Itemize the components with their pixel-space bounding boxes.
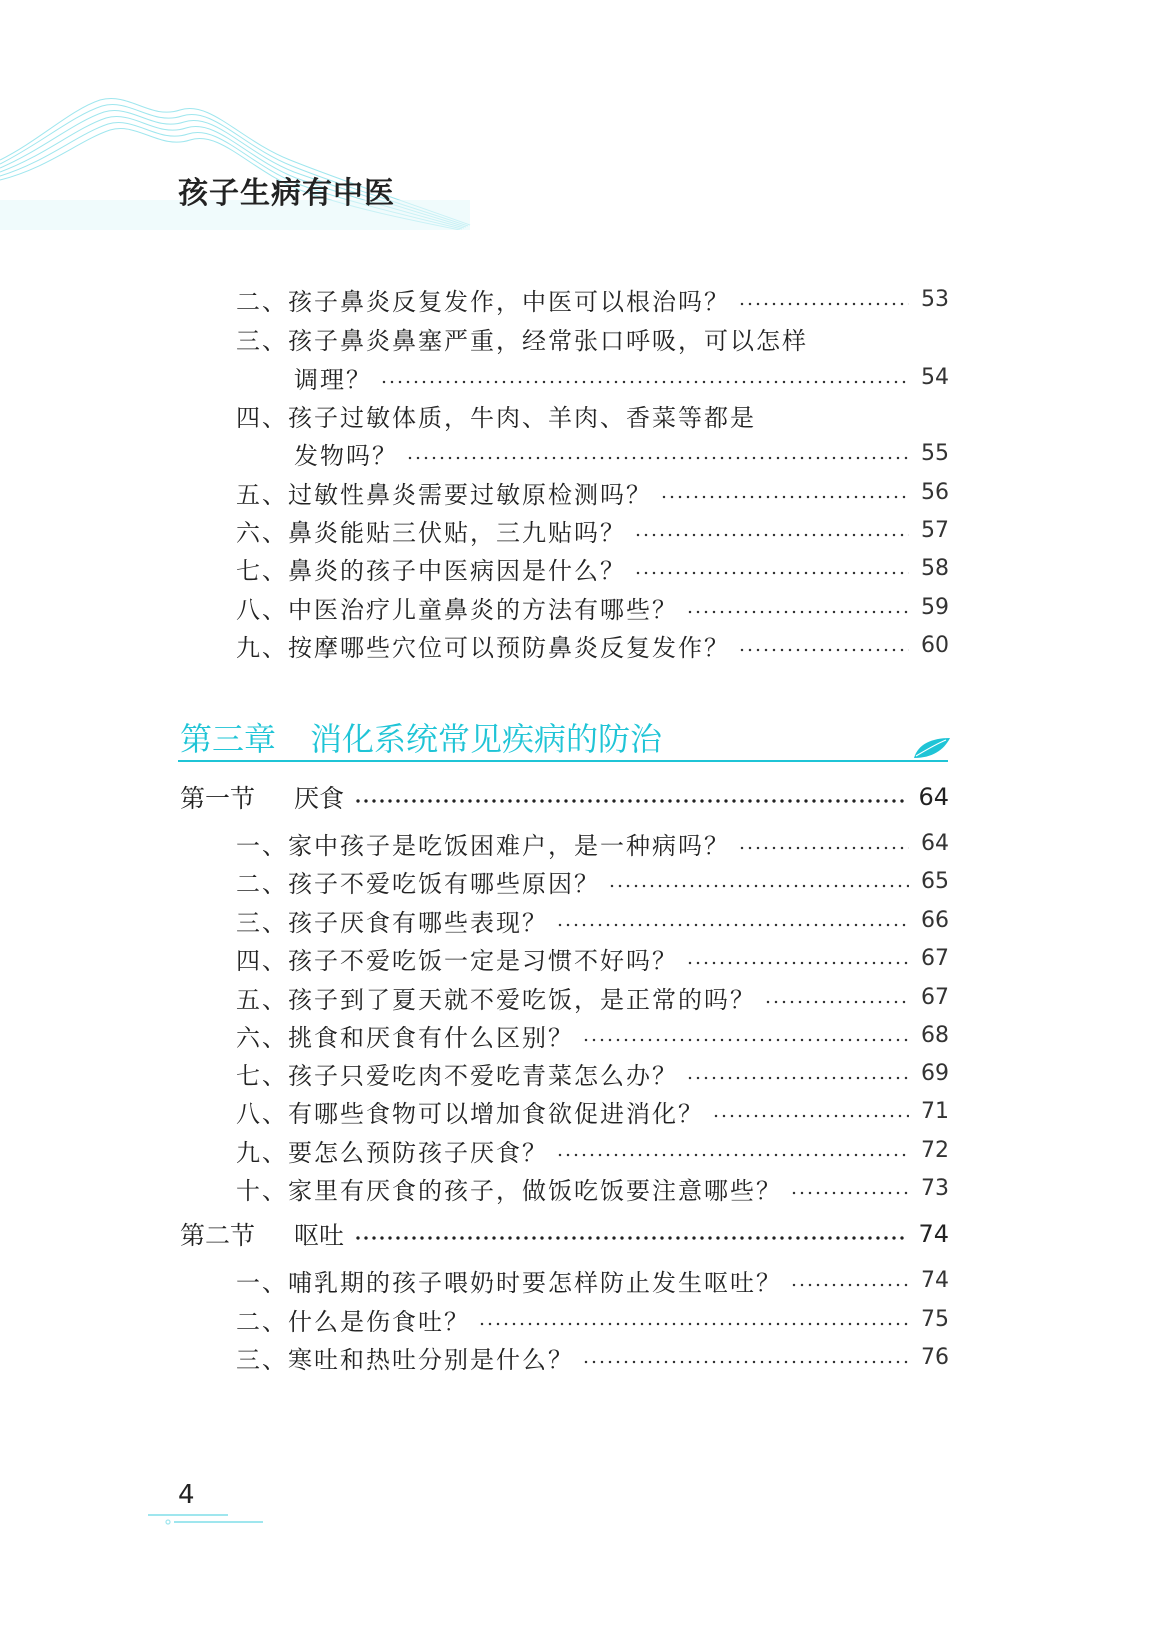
toc-leader-dots	[686, 960, 909, 966]
toc-item[interactable]	[236, 900, 949, 940]
toc-leader-dots	[712, 1113, 909, 1119]
toc-leader-dots	[634, 570, 909, 576]
toc-item-line2[interactable]	[294, 357, 949, 397]
toc-item-line1[interactable]	[236, 318, 808, 358]
toc-item[interactable]	[236, 587, 949, 627]
toc-item-title-cont: 调理？	[294, 365, 372, 394]
toc-leader-dots	[406, 455, 909, 461]
section-page: 74	[918, 1220, 949, 1248]
toc-item[interactable]	[236, 548, 949, 588]
toc-leader-dots	[354, 1235, 905, 1241]
toc-item-page: 57	[921, 517, 949, 543]
toc-leader-dots	[790, 1282, 909, 1288]
toc-item-page: 60	[921, 632, 949, 658]
toc-leader-dots	[354, 798, 905, 804]
toc-item-page: 67	[921, 945, 949, 971]
toc-leader-dots	[634, 532, 909, 538]
chapter-underline	[178, 760, 948, 762]
toc-leader-dots	[738, 647, 909, 653]
toc-item-title: 九、要怎么预防孩子厌食？	[236, 1138, 548, 1167]
toc-item-page: 71	[921, 1098, 949, 1124]
toc-item-page: 67	[921, 984, 949, 1010]
toc-leader-dots	[764, 999, 909, 1005]
toc-item-page: 76	[921, 1344, 949, 1370]
toc-item-title: 二、什么是伤食吐？	[236, 1307, 470, 1336]
toc-item-title: 八、有哪些食物可以增加食欲促进消化？	[236, 1099, 704, 1128]
section-number: 第二节	[180, 1221, 256, 1250]
toc-item[interactable]	[236, 1015, 949, 1055]
toc-item-title: 三、孩子厌食有哪些表现？	[236, 908, 548, 937]
toc-item-page: 68	[921, 1022, 949, 1048]
toc-leader-dots	[660, 494, 909, 500]
toc-item[interactable]	[236, 823, 949, 863]
toc-leader-dots	[686, 609, 909, 615]
section-title: 呕吐	[294, 1221, 345, 1250]
toc-leader-dots	[790, 1190, 909, 1196]
toc-item[interactable]	[236, 1168, 949, 1208]
leaf-icon	[912, 736, 952, 760]
toc-leader-dots	[608, 883, 909, 889]
toc-item-page: 75	[921, 1306, 949, 1332]
toc-item-title: 三、寒吐和热吐分别是什么？	[236, 1345, 574, 1374]
book-title: 孩子生病有中医	[178, 176, 395, 211]
toc-item-line1[interactable]	[236, 395, 756, 435]
toc-leader-dots	[380, 379, 909, 385]
toc-item-page: 53	[921, 286, 949, 312]
chapter-title: 消化系统常见疾病的防治	[310, 720, 663, 758]
toc-item-page: 54	[921, 364, 949, 390]
toc-item-title-cont: 发物吗？	[294, 441, 398, 470]
toc-item-title: 八、中医治疗儿童鼻炎的方法有哪些？	[236, 595, 678, 624]
toc-item-title: 九、按摩哪些穴位可以预防鼻炎反复发作？	[236, 633, 730, 662]
toc-item-page: 73	[921, 1175, 949, 1201]
toc-item-title: 二、孩子鼻炎反复发作，中医可以根治吗？	[236, 287, 730, 316]
toc-item[interactable]	[236, 1260, 949, 1300]
toc-item[interactable]	[236, 510, 949, 550]
toc-leader-dots	[582, 1037, 909, 1043]
toc-item-title: 一、哺乳期的孩子喂奶时要怎样防止发生呕吐？	[236, 1268, 782, 1297]
toc-item-title: 二、孩子不爱吃饭有哪些原因？	[236, 869, 600, 898]
toc-item-title: 四、孩子不爱吃饭一定是习惯不好吗？	[236, 946, 678, 975]
toc-item[interactable]	[236, 938, 949, 978]
toc-item-title: 四、孩子过敏体质，牛肉、羊肉、香菜等都是	[236, 403, 756, 432]
toc-item[interactable]	[236, 861, 949, 901]
toc-item-title: 三、孩子鼻炎鼻塞严重，经常张口呼吸，可以怎样	[236, 326, 808, 355]
toc-item[interactable]	[236, 1299, 949, 1339]
toc-leader-dots	[738, 301, 909, 307]
toc-leader-dots	[686, 1075, 909, 1081]
toc-item-line2[interactable]	[294, 433, 949, 473]
toc-item-title: 一、家中孩子是吃饭困难户，是一种病吗？	[236, 831, 730, 860]
section-page: 64	[918, 783, 949, 811]
page-number: 4	[178, 1480, 195, 1510]
toc-item-page: 58	[921, 555, 949, 581]
toc-item[interactable]	[236, 977, 949, 1017]
section-number: 第一节	[180, 784, 256, 813]
toc-item[interactable]	[236, 1130, 949, 1170]
toc-item-title: 十、家里有厌食的孩子，做饭吃饭要注意哪些？	[236, 1176, 782, 1205]
toc-item-page: 56	[921, 479, 949, 505]
toc-item-page: 66	[921, 907, 949, 933]
section-title: 厌食	[294, 784, 345, 813]
toc-item[interactable]	[236, 472, 949, 512]
toc-leader-dots	[556, 922, 909, 928]
toc-item[interactable]	[236, 1337, 949, 1377]
toc-item-page: 65	[921, 868, 949, 894]
toc-item-title: 五、孩子到了夏天就不爱吃饭，是正常的吗？	[236, 985, 756, 1014]
toc-item-title: 六、鼻炎能贴三伏贴，三九贴吗？	[236, 518, 626, 547]
toc-item[interactable]	[236, 279, 949, 319]
toc-item-page: 55	[921, 440, 949, 466]
toc-leader-dots	[478, 1321, 909, 1327]
toc-leader-dots	[582, 1359, 909, 1365]
chapter-heading[interactable]	[180, 712, 662, 762]
section-heading[interactable]	[180, 1212, 949, 1256]
toc-leader-dots	[738, 845, 909, 851]
chapter-number: 第三章	[180, 720, 277, 758]
toc-item-page: 64	[921, 830, 949, 856]
toc-item-page: 59	[921, 594, 949, 620]
toc-item-title: 六、挑食和厌食有什么区别？	[236, 1023, 574, 1052]
footer-decoration	[148, 1512, 268, 1526]
toc-item-page: 72	[921, 1137, 949, 1163]
toc-item-page: 69	[921, 1060, 949, 1086]
toc-item-title: 五、过敏性鼻炎需要过敏原检测吗？	[236, 480, 652, 509]
toc-item-page: 74	[921, 1267, 949, 1293]
toc-item-title: 七、孩子只爱吃肉不爱吃青菜怎么办？	[236, 1061, 678, 1090]
toc-item[interactable]	[236, 625, 949, 665]
toc-item[interactable]	[236, 1053, 949, 1093]
toc-item[interactable]	[236, 1091, 949, 1131]
toc-leader-dots	[556, 1152, 909, 1158]
section-heading[interactable]	[180, 775, 949, 819]
toc-item-title: 七、鼻炎的孩子中医病因是什么？	[236, 556, 626, 585]
